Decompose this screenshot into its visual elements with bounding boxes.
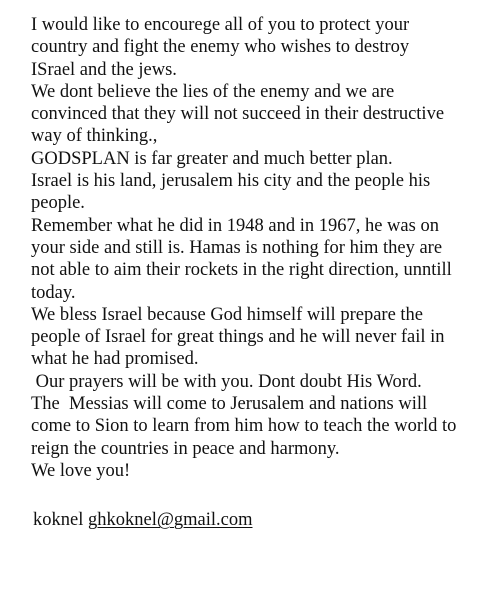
letter-line: ISrael and the jews. — [31, 59, 177, 80]
signature — [33, 509, 252, 531]
letter-line: your side and still is. Hamas is nothing for him they are — [31, 237, 443, 258]
email-link[interactable]: ghkoknel@gmail.com — [87, 510, 253, 530]
letter-line: way of thinking., — [31, 126, 158, 147]
letter-line: I would like to encourege all of you to protect your — [31, 15, 410, 35]
letter-line: come to Sion to learn from him how to teach the world to — [31, 416, 457, 437]
letter-line: Remember what he did in 1948 and in 1967, he was on — [31, 215, 439, 236]
letter-line: people. — [31, 193, 85, 214]
letter-line: not able to aim their rockets in the right direction, unntill — [31, 260, 452, 281]
letter-line: We dont believe the lies of the enemy and we are — [31, 81, 395, 102]
letter-line: Israel is his land, jerusalem his city and the people his — [31, 171, 431, 192]
signature-name: koknel — [33, 510, 84, 530]
letter-line: The Messias will come to Jerusalem and nations will — [31, 394, 428, 415]
letter-line: We bless Israel because God himself will prepare the — [31, 304, 424, 325]
letter-line: reign the countries in peace and harmony. — [31, 438, 340, 459]
letter-line: Our prayers will be with you. Dont doubt His Word. — [31, 371, 422, 392]
letter-line: people of Israel for great things and he will never fail in — [31, 327, 445, 348]
letter-line: today. — [31, 282, 76, 303]
letter-line: what he had promised. — [31, 349, 199, 370]
letter-line: We love you! — [31, 460, 131, 481]
letter-body — [31, 14, 481, 482]
letter-line: convinced that they will not succeed in their destructive — [31, 104, 445, 125]
letter-line: country and fight the enemy who wishes to destroy — [31, 37, 410, 58]
letter-line: GODSPLAN is far greater and much better plan. — [31, 148, 393, 169]
